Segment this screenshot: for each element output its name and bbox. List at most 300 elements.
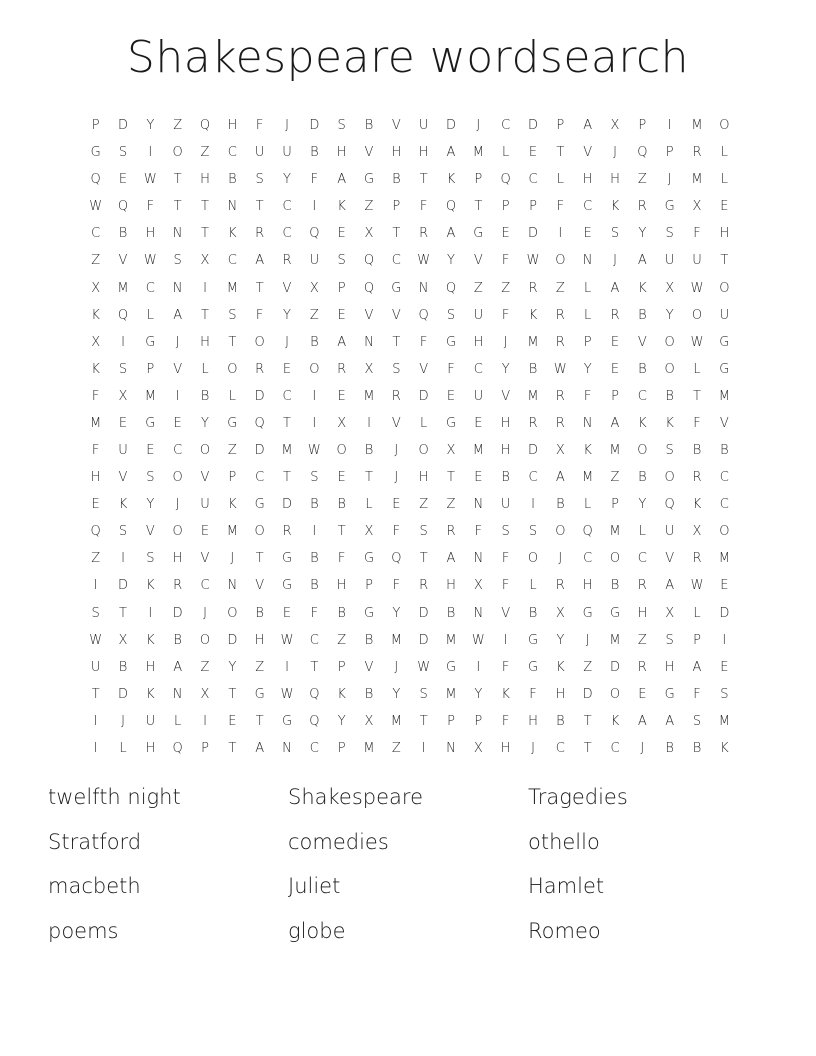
grid-letter: H xyxy=(418,145,429,161)
word-list-item: Shakespeare xyxy=(288,785,423,809)
grid-letter: S xyxy=(228,307,237,323)
grid-letter: D xyxy=(445,118,456,134)
grid-letter: S xyxy=(310,470,319,486)
grid-letter: G xyxy=(363,605,375,621)
grid-letter: U xyxy=(692,253,702,269)
grid-letter: T xyxy=(119,605,127,621)
grid-letter: M xyxy=(281,443,293,459)
grid-letter: I xyxy=(421,740,426,756)
grid-letter: Y xyxy=(283,307,291,323)
grid-letter: Q xyxy=(418,307,429,323)
grid-letter: R xyxy=(692,551,702,567)
grid-letter: R xyxy=(337,361,347,377)
grid-letter: V xyxy=(391,415,401,431)
grid-letter: V xyxy=(501,388,511,404)
grid-letter: M xyxy=(226,280,238,296)
grid-letter: J xyxy=(285,118,289,134)
grid-letter: O xyxy=(555,524,566,540)
grid-letter: I xyxy=(203,713,207,729)
grid-letter: F xyxy=(556,199,565,215)
grid-letter: B xyxy=(310,578,319,594)
grid-letter: I xyxy=(93,740,98,756)
grid-letter: C xyxy=(528,470,538,486)
grid-letter: P xyxy=(665,145,674,161)
grid-letter: L xyxy=(365,497,373,513)
grid-letter: P xyxy=(474,713,483,729)
grid-letter: L xyxy=(693,361,701,377)
grid-letter: W xyxy=(280,632,294,648)
grid-letter: O xyxy=(719,524,730,540)
grid-letter: G xyxy=(719,361,730,377)
grid-letter: L xyxy=(638,524,646,540)
word-list-item: macbeth xyxy=(48,874,141,899)
grid-letter: U xyxy=(473,307,484,323)
grid-letter: L xyxy=(119,740,127,756)
grid-letter: E xyxy=(720,578,729,594)
grid-letter: K xyxy=(118,497,128,513)
word-list xyxy=(48,778,768,956)
grid-letter: B xyxy=(200,388,210,404)
grid-letter: G xyxy=(254,497,265,513)
grid-letter: F xyxy=(693,415,701,431)
grid-letter: R xyxy=(419,226,429,242)
grid-letter: M xyxy=(718,713,730,729)
grid-letter: I xyxy=(93,713,98,729)
grid-letter: G xyxy=(281,713,293,729)
grid-letter: D xyxy=(281,497,292,513)
grid-letter: B xyxy=(720,443,729,459)
grid-letter: M xyxy=(472,145,484,161)
grid-letter: E xyxy=(446,388,456,404)
grid-letter: R xyxy=(555,578,565,594)
grid-letter: Q xyxy=(637,145,648,161)
grid-letter: H xyxy=(664,659,675,675)
grid-letter: H xyxy=(637,605,648,621)
grid-letter: F xyxy=(501,551,510,567)
grid-letter: J xyxy=(121,713,125,729)
grid-letter: E xyxy=(474,470,483,486)
grid-letter: P xyxy=(146,361,155,377)
grid-letter: Q xyxy=(445,199,457,215)
grid-letter: S xyxy=(118,524,128,540)
grid-letter: X xyxy=(91,334,101,350)
grid-letter: T xyxy=(201,226,209,242)
grid-letter: I xyxy=(558,226,563,242)
grid-letter: R xyxy=(555,307,565,323)
grid-letter: O xyxy=(609,551,621,567)
grid-letter: T xyxy=(228,686,237,702)
grid-letter: K xyxy=(692,497,702,513)
grid-letter: Z xyxy=(501,280,511,296)
grid-letter: S xyxy=(419,524,428,540)
word-list-item: Juliet xyxy=(288,874,341,899)
grid-letter: L xyxy=(720,145,728,161)
grid-letter: Q xyxy=(309,713,320,729)
grid-letter: S xyxy=(118,145,128,161)
grid-letter: K xyxy=(91,307,100,323)
grid-letter: X xyxy=(473,578,483,594)
grid-letter: A xyxy=(255,740,265,756)
grid-letter: V xyxy=(255,578,265,594)
grid-letter: H xyxy=(582,172,593,188)
grid-letter: R xyxy=(446,524,456,540)
grid-letter: B xyxy=(228,172,237,188)
grid-letter: V xyxy=(118,470,128,486)
grid-letter: S xyxy=(446,307,456,323)
grid-letter: D xyxy=(418,605,429,621)
grid-letter: E xyxy=(337,470,346,486)
grid-letter: O xyxy=(199,443,211,459)
grid-letter: O xyxy=(691,307,703,323)
grid-letter: L xyxy=(584,307,592,323)
grid-letter: Q xyxy=(254,415,265,431)
grid-letter: Y xyxy=(283,172,291,188)
grid-letter: R xyxy=(391,388,401,404)
grid-letter: Z xyxy=(391,740,401,756)
grid-letter: M xyxy=(117,280,129,296)
grid-letter: N xyxy=(473,551,484,567)
grid-letter: W xyxy=(417,253,431,269)
grid-letter: K xyxy=(446,172,456,188)
grid-letter: D xyxy=(418,632,429,648)
grid-letter: B xyxy=(337,605,346,621)
grid-letter: X xyxy=(665,605,675,621)
grid-letter: O xyxy=(609,686,621,702)
grid-letter: J xyxy=(667,172,672,188)
grid-letter: S xyxy=(692,713,702,729)
grid-letter: D xyxy=(117,578,128,594)
grid-letter: Z xyxy=(91,551,101,567)
grid-letter: Y xyxy=(556,632,565,648)
grid-letter: S xyxy=(255,172,264,188)
grid-letter: K xyxy=(501,686,510,702)
grid-letter: W xyxy=(280,686,294,702)
grid-letter: L xyxy=(502,145,510,161)
grid-letter: Q xyxy=(309,686,320,702)
grid-letter: N xyxy=(172,226,183,242)
grid-letter: B xyxy=(364,443,374,459)
grid-letter: D xyxy=(172,605,183,621)
grid-letter: Y xyxy=(228,659,237,675)
grid-letter: H xyxy=(391,145,402,161)
grid-letter: D xyxy=(117,686,128,702)
grid-letter: X xyxy=(692,524,702,540)
grid-letter: W xyxy=(553,361,567,377)
grid-letter: B xyxy=(446,605,456,621)
grid-letter: A xyxy=(446,551,456,567)
grid-letter: Q xyxy=(117,199,129,215)
grid-letter: Z xyxy=(337,632,347,648)
grid-letter: K xyxy=(91,361,100,377)
grid-letter: G xyxy=(445,415,457,431)
grid-letter: K xyxy=(638,415,647,431)
grid-letter: T xyxy=(173,172,182,188)
grid-letter: M xyxy=(363,388,375,404)
grid-letter: S xyxy=(419,686,428,702)
grid-letter: E xyxy=(200,524,210,540)
grid-letter: S xyxy=(146,551,155,567)
grid-letter: V xyxy=(665,551,675,567)
grid-letter: K xyxy=(146,686,155,702)
grid-letter: T xyxy=(419,172,428,188)
grid-letter: R xyxy=(419,578,429,594)
grid-letter: N xyxy=(227,578,238,594)
grid-letter: F xyxy=(91,443,100,459)
grid-letter: X xyxy=(364,713,374,729)
word-list-item: Hamlet xyxy=(528,874,605,899)
grid-letter: K xyxy=(638,280,647,296)
grid-letter: E xyxy=(501,226,510,242)
grid-letter: I xyxy=(312,415,317,431)
grid-letter: V xyxy=(391,307,401,323)
grid-letter: E xyxy=(528,145,538,161)
grid-letter: P xyxy=(447,713,455,729)
grid-letter: H xyxy=(90,470,101,486)
grid-letter: T xyxy=(419,551,428,567)
grid-letter: I xyxy=(503,632,508,648)
grid-letter: J xyxy=(285,334,289,350)
grid-letter: K xyxy=(146,578,155,594)
grid-letter: M xyxy=(718,388,730,404)
grid-letter: C xyxy=(145,280,155,296)
grid-letter: I xyxy=(312,524,317,540)
word-list-item: Tragedies xyxy=(528,785,628,809)
grid-letter: M xyxy=(390,632,402,648)
grid-letter: C xyxy=(91,226,101,242)
grid-letter: E xyxy=(282,361,292,377)
grid-letter: P xyxy=(638,118,647,134)
grid-letter: T xyxy=(228,334,237,350)
grid-letter: I xyxy=(367,415,371,431)
grid-letter: H xyxy=(145,226,156,242)
grid-letter: T xyxy=(365,470,373,486)
grid-letter: Q xyxy=(391,551,402,567)
grid-letter: T xyxy=(255,199,264,215)
grid-letter: C xyxy=(255,470,265,486)
grid-letter: Z xyxy=(200,145,210,161)
grid-letter: E xyxy=(583,226,592,242)
grid-letter: R xyxy=(282,524,292,540)
grid-letter: L xyxy=(584,280,592,296)
grid-letter: F xyxy=(91,388,100,404)
grid-letter: E xyxy=(720,199,729,215)
grid-letter: E xyxy=(337,307,346,323)
grid-letter: G xyxy=(527,632,539,648)
grid-letter: V xyxy=(173,361,183,377)
grid-letter: R xyxy=(555,415,565,431)
grid-letter: C xyxy=(282,388,292,404)
grid-letter: X xyxy=(200,686,210,702)
grid-letter: S xyxy=(337,253,346,269)
grid-letter: F xyxy=(419,199,428,215)
grid-letter: P xyxy=(337,659,346,675)
grid-letter: C xyxy=(719,470,729,486)
grid-letter: A xyxy=(665,713,675,729)
grid-letter: X xyxy=(118,632,128,648)
grid-letter: I xyxy=(312,199,317,215)
grid-letter: Y xyxy=(146,118,155,134)
grid-letter: S xyxy=(610,226,620,242)
grid-letter: M xyxy=(582,470,594,486)
grid-letter: K xyxy=(228,226,237,242)
grid-letter: T xyxy=(228,740,237,756)
grid-letter: U xyxy=(90,659,101,675)
grid-letter: H xyxy=(500,415,511,431)
grid-letter: V xyxy=(282,280,292,296)
grid-letter: G xyxy=(527,659,539,675)
grid-letter: X xyxy=(692,199,702,215)
grid-letter: M xyxy=(527,334,539,350)
grid-letter: I xyxy=(667,118,672,134)
grid-letter: C xyxy=(227,253,237,269)
grid-letter: Q xyxy=(117,307,129,323)
grid-letter: K xyxy=(228,497,237,513)
grid-letter: W xyxy=(690,578,704,594)
grid-letter: V xyxy=(501,605,511,621)
grid-letter: D xyxy=(582,686,593,702)
grid-letter: D xyxy=(254,443,265,459)
grid-letter: V xyxy=(200,470,210,486)
grid-letter: N xyxy=(172,280,183,296)
letter-grid xyxy=(82,112,738,762)
grid-letter: K xyxy=(528,307,538,323)
grid-letter: I xyxy=(148,145,153,161)
grid-letter: E xyxy=(228,713,237,729)
grid-letter: O xyxy=(227,361,238,377)
grid-letter: S xyxy=(528,524,538,540)
grid-letter: B xyxy=(118,226,128,242)
grid-letter: J xyxy=(203,605,207,621)
grid-letter: I xyxy=(285,659,289,675)
grid-letter: C xyxy=(583,199,593,215)
grid-letter: F xyxy=(529,686,537,702)
grid-letter: E xyxy=(337,226,346,242)
grid-letter: H xyxy=(446,578,456,594)
grid-letter: P xyxy=(529,199,537,215)
grid-letter: H xyxy=(145,740,156,756)
grid-letter: Y xyxy=(392,686,401,702)
grid-letter: T xyxy=(201,199,209,215)
grid-letter: A xyxy=(446,226,456,242)
grid-letter: U xyxy=(254,145,265,161)
grid-letter: S xyxy=(665,443,674,459)
grid-letter: V xyxy=(473,253,483,269)
grid-letter: Y xyxy=(201,415,209,431)
grid-letter: D xyxy=(418,388,429,404)
grid-letter: H xyxy=(336,145,347,161)
grid-letter: V xyxy=(391,118,401,134)
grid-letter: Z xyxy=(555,280,565,296)
grid-letter: F xyxy=(693,226,701,242)
grid-letter: H xyxy=(500,443,511,459)
grid-letter: U xyxy=(664,253,675,269)
grid-letter: I xyxy=(121,334,125,350)
grid-letter: A xyxy=(173,307,183,323)
grid-letter: D xyxy=(719,605,730,621)
grid-letter: B xyxy=(392,172,401,188)
grid-letter: Y xyxy=(146,497,155,513)
grid-letter: D xyxy=(527,443,538,459)
grid-letter: J xyxy=(558,551,563,567)
grid-letter: L xyxy=(693,605,701,621)
grid-letter: Q xyxy=(664,497,675,513)
grid-letter: A xyxy=(583,118,593,134)
grid-letter: G xyxy=(609,605,621,621)
grid-letter: Q xyxy=(309,226,320,242)
grid-letter: P xyxy=(337,280,346,296)
grid-letter: D xyxy=(609,659,620,675)
grid-letter: O xyxy=(637,443,648,459)
grid-letter: P xyxy=(201,740,209,756)
grid-letter: Z xyxy=(364,199,374,215)
grid-letter: G xyxy=(254,686,265,702)
grid-letter: J xyxy=(503,334,508,350)
grid-letter: X xyxy=(364,524,374,540)
grid-letter: E xyxy=(118,172,128,188)
grid-letter: C xyxy=(637,388,647,404)
grid-letter: E xyxy=(282,605,292,621)
grid-letter: O xyxy=(309,361,320,377)
grid-letter: F xyxy=(310,172,319,188)
grid-letter: P xyxy=(611,497,619,513)
grid-letter: B xyxy=(310,551,319,567)
grid-letter: J xyxy=(531,740,535,756)
grid-letter: E xyxy=(610,361,620,377)
grid-letter: T xyxy=(392,226,401,242)
grid-letter: Q xyxy=(90,172,101,188)
grid-letter: M xyxy=(691,118,703,134)
grid-letter: N xyxy=(582,415,593,431)
grid-letter: B xyxy=(501,470,510,486)
grid-letter: J xyxy=(394,470,399,486)
grid-letter: J xyxy=(230,551,235,567)
grid-letter: K xyxy=(665,415,674,431)
grid-letter: R xyxy=(610,307,620,323)
grid-letter: H xyxy=(719,226,730,242)
grid-letter: X xyxy=(91,280,101,296)
grid-letter: T xyxy=(337,524,346,540)
grid-letter: R xyxy=(255,226,265,242)
grid-letter: R xyxy=(637,199,647,215)
grid-letter: C xyxy=(173,443,183,459)
grid-letter: F xyxy=(501,253,510,269)
grid-letter: L xyxy=(529,578,537,594)
grid-letter: E xyxy=(474,415,483,431)
grid-letter: R xyxy=(637,659,647,675)
grid-letter: Z xyxy=(446,497,456,513)
grid-letter: B xyxy=(528,361,538,377)
grid-letter: Q xyxy=(90,524,101,540)
grid-letter: M xyxy=(445,632,457,648)
grid-letter: Y xyxy=(474,686,483,702)
grid-letter: X xyxy=(555,605,565,621)
grid-letter: G xyxy=(719,334,730,350)
grid-letter: Y xyxy=(501,361,510,377)
word-list-item: comedies xyxy=(288,829,389,854)
grid-letter: L xyxy=(720,172,728,188)
grid-letter: F xyxy=(146,199,155,215)
word-list-item: globe xyxy=(288,918,346,943)
grid-letter: F xyxy=(693,686,701,702)
grid-letter: X xyxy=(665,280,675,296)
grid-letter: H xyxy=(145,659,156,675)
grid-letter: T xyxy=(283,415,291,431)
grid-letter: H xyxy=(473,334,484,350)
grid-letter: B xyxy=(692,740,702,756)
grid-letter: C xyxy=(282,226,292,242)
grid-letter: V xyxy=(200,551,210,567)
grid-letter: B xyxy=(255,605,264,621)
